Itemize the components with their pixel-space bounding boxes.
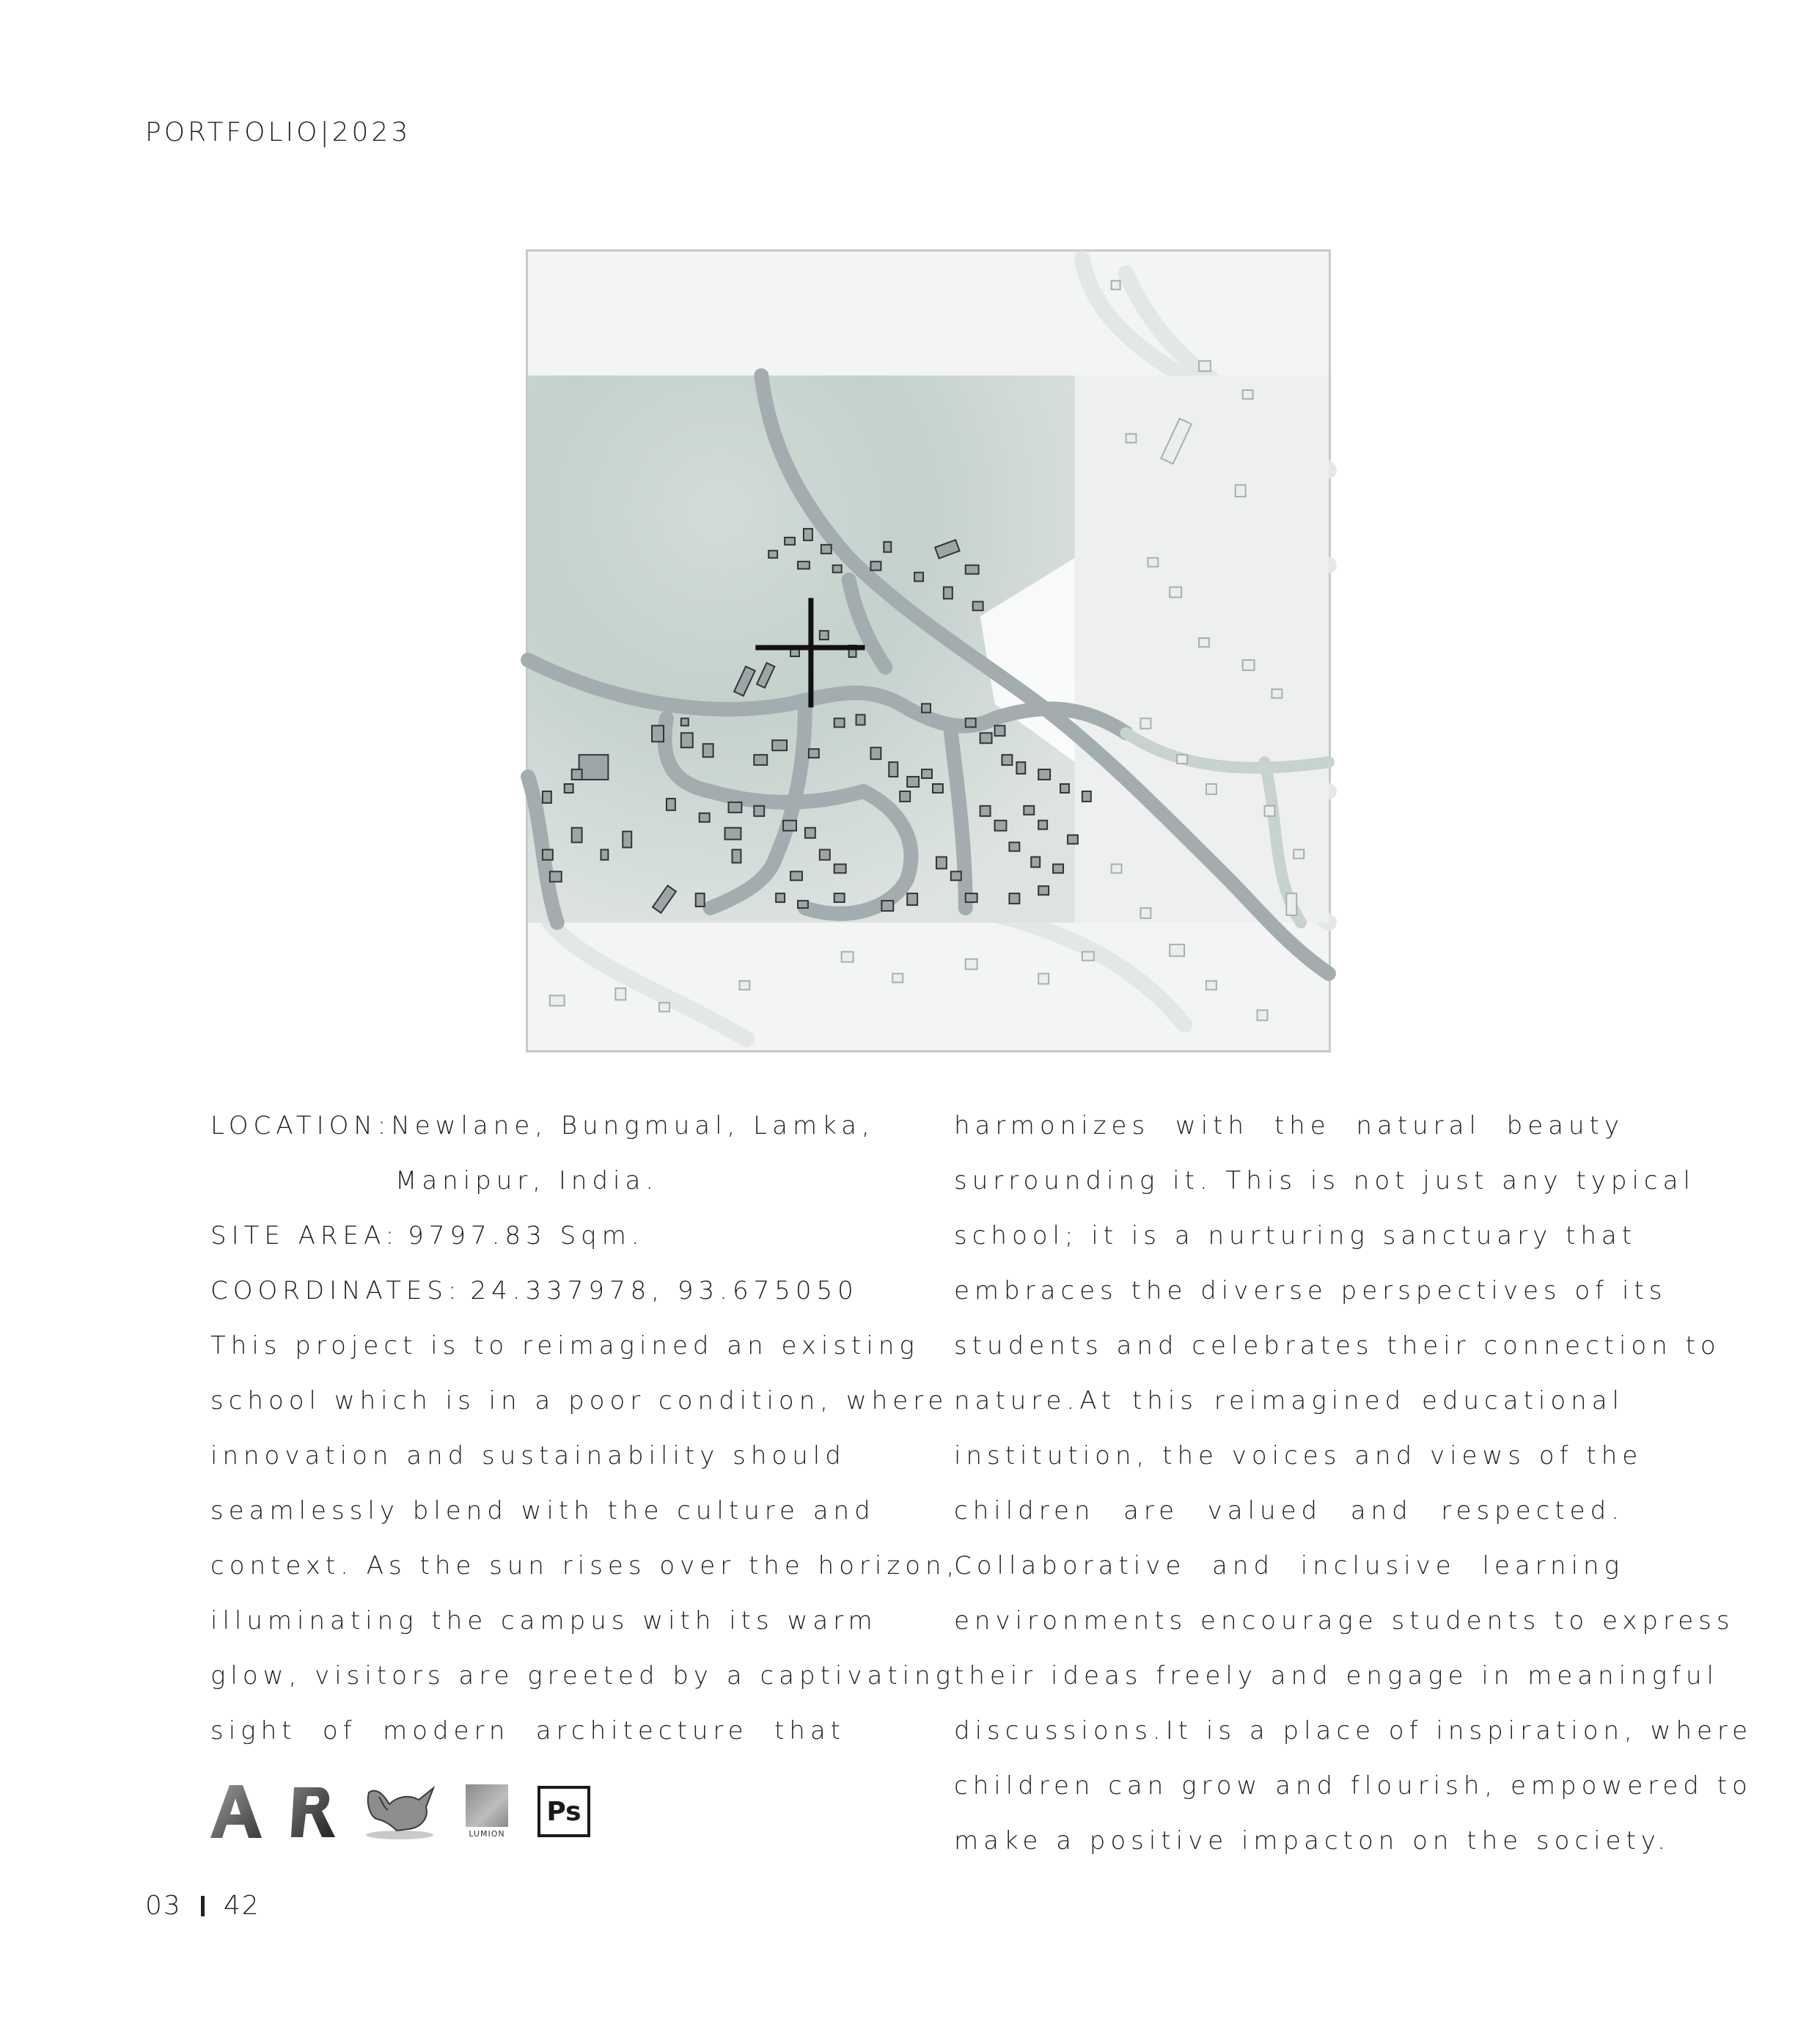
body-right-line: their ideas freely and engage in meaningful	[954, 1661, 1719, 1690]
photoshop-icon: Ps	[537, 1786, 590, 1837]
body-right-line: institution, the voices and views of the	[954, 1441, 1643, 1470]
page-total: 42	[223, 1891, 260, 1921]
location-value-line2: Manipur, India.	[395, 1166, 659, 1195]
portfolio-header: PORTFOLIO|2023	[145, 117, 411, 147]
body-right-line: children are valued and respected.	[954, 1496, 1624, 1525]
software-icons	[210, 1779, 590, 1845]
location-label: LOCATION:	[210, 1111, 392, 1140]
page-number: 03	[145, 1891, 182, 1921]
body-left-line: This project is to reimagined an existing	[210, 1331, 920, 1360]
coordinates-row	[210, 1264, 859, 1319]
body-left-line: innovation and sustainability should	[210, 1441, 846, 1470]
lumion-logo-text: LUMION	[469, 1829, 505, 1839]
body-right-line: school; it is a nurturing sanctuary that	[954, 1221, 1637, 1250]
page-footer	[145, 1891, 260, 1921]
site-map	[526, 249, 1331, 1052]
location-row	[210, 1099, 875, 1154]
body-left-line: illuminating the campus with its warm	[210, 1606, 878, 1635]
body-left-line: sight of modern architecture that	[210, 1716, 845, 1746]
site-area-value: 9797.83 Sqm.	[408, 1221, 645, 1250]
rhino-icon	[363, 1782, 436, 1841]
body-right-line: Collaborative and inclusive learning	[954, 1551, 1624, 1580]
body-right-line: children can grow and flourish, empowered to	[954, 1771, 1753, 1801]
body-right-line: nature.At this reimagined educational	[954, 1386, 1624, 1415]
body-right-line: make a positive impacton on the society.	[954, 1826, 1670, 1856]
coordinates-value: 24.337978, 93.675050	[470, 1276, 859, 1305]
body-left-line: school which is in a poor condition, where	[210, 1386, 949, 1415]
body-right-line: students and celebrates their connection to	[954, 1331, 1721, 1360]
location-row-2	[210, 1154, 845, 1209]
revit-icon	[290, 1784, 335, 1839]
body-right-line: environments encourage students to express	[954, 1606, 1735, 1635]
body-right-line: embraces the diverse perspectives of its	[954, 1276, 1667, 1305]
location-value-line1: Newlane, Bungmual, Lamka,	[391, 1111, 875, 1140]
site-area-row	[210, 1209, 845, 1264]
body-left-line: glow, visitors are greeted by a captivating	[210, 1661, 956, 1690]
autocad-icon	[210, 1784, 262, 1839]
body-left-line: context. As the sun rises over the horizon,	[210, 1551, 960, 1580]
lumion-icon	[464, 1783, 510, 1840]
project-info-column-left	[210, 1099, 960, 1759]
body-right-line: discussions.It is a place of inspiration, where	[954, 1716, 1753, 1746]
coordinates-label: COORDINATES:	[210, 1276, 462, 1305]
site-area-label: SITE AREA:	[210, 1221, 400, 1250]
body-left-line: seamlessly blend with the culture and	[210, 1496, 876, 1525]
lumion-logo-box	[466, 1784, 508, 1827]
body-right-line: surrounding it. This is not just any typical	[954, 1166, 1695, 1195]
page-separator	[201, 1896, 205, 1916]
project-description-column-right	[954, 1099, 1753, 1869]
site-map-graphic	[528, 252, 1329, 1050]
body-right-line: harmonizes with the natural beauty	[954, 1111, 1624, 1140]
